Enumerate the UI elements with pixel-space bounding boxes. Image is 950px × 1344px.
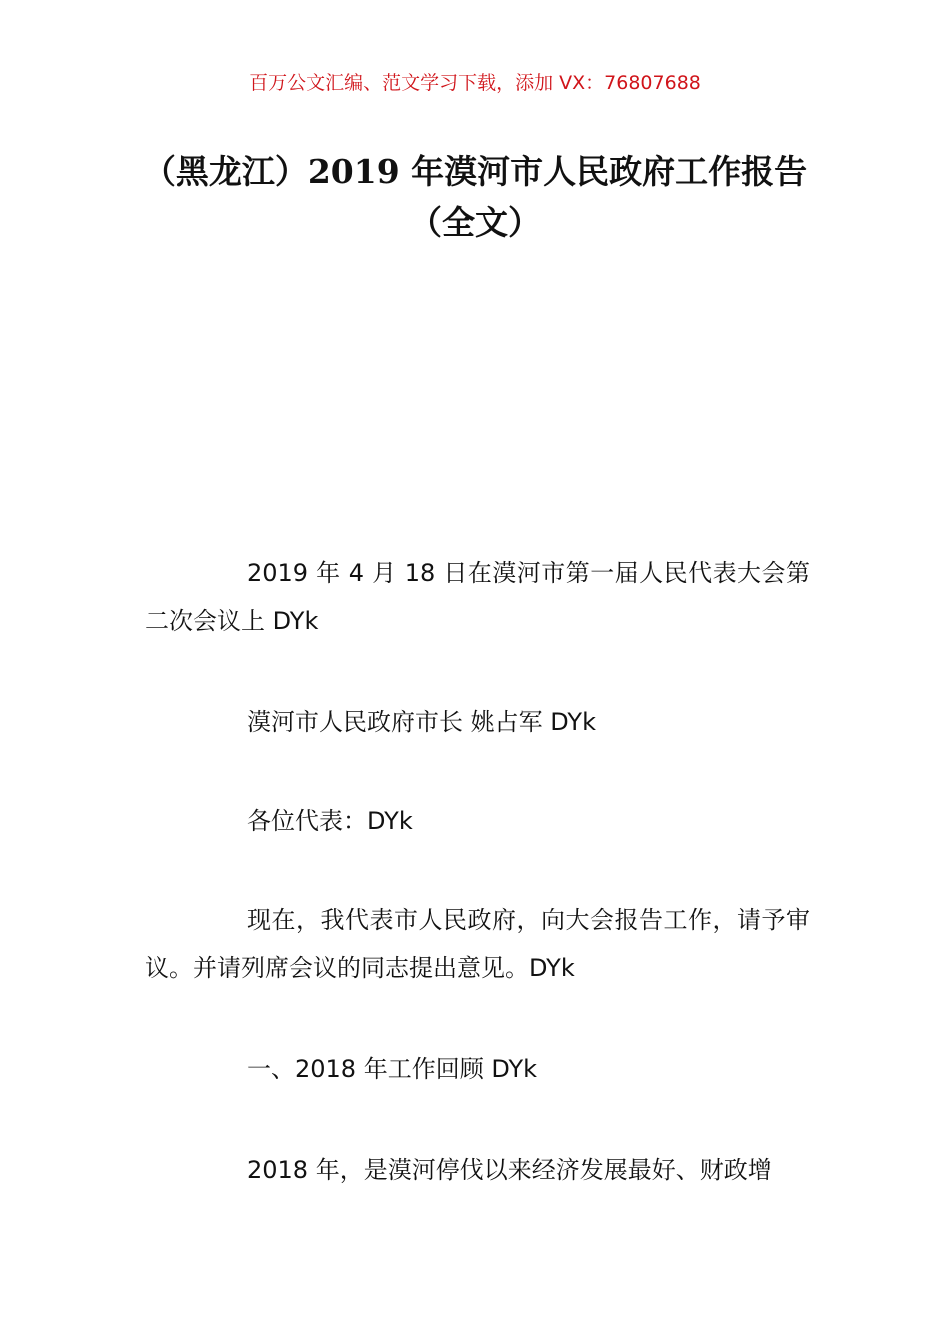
paragraph-speaker: 漠河市人民政府市长 姚占军 DYk <box>247 708 596 736</box>
paragraph-review: 2018 年，是漠河停伐以来经济发展最好、财政增 <box>247 1156 772 1184</box>
section-heading: 一、2018 年工作回顾 DYk <box>247 1055 538 1083</box>
header-note: 百万公文汇编、范文学习下载，添加 VX：76807688 <box>249 72 701 94</box>
document-title: （黑龙江）2019 年漠河市人民政府工作报告（全文） <box>142 152 808 242</box>
paragraph-intro: 现在，我代表市人民政府，向大会报告工作，请予审议。并请列席会议的同志提出意见。DYk <box>145 906 810 982</box>
paragraph-salutation: 各位代表：DYk <box>247 807 413 835</box>
paragraph-meeting-info: 2019 年 4 月 18 日在漠河市第一届人民代表大会第二次会议上 DYk <box>145 559 810 635</box>
